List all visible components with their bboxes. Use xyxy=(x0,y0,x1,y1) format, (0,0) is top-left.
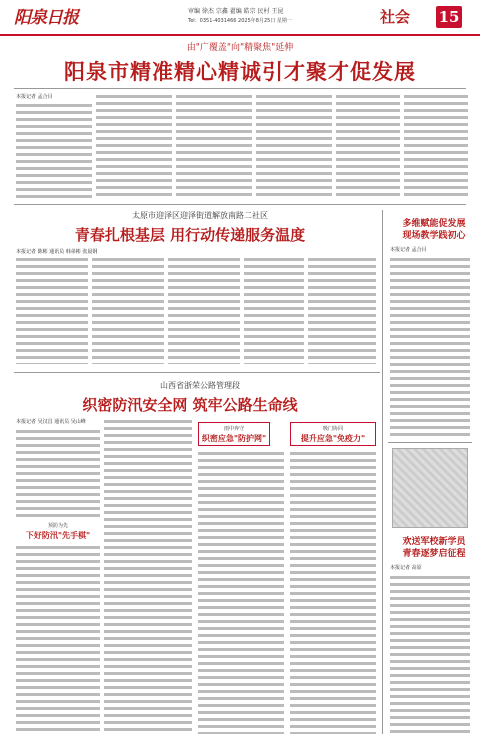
lead-col-3 xyxy=(176,93,252,198)
story3-sub3-kicker: 吸门协同 xyxy=(322,426,343,432)
lead-col-6 xyxy=(404,93,468,198)
section-name: 社会 xyxy=(380,8,411,26)
lead-col-1 xyxy=(16,102,92,198)
story3-col-2 xyxy=(104,418,192,734)
story2-col-5 xyxy=(308,256,376,364)
lead-headline: 阳泉市精准精心精诚引才聚才促发展 xyxy=(64,59,416,84)
column-divider xyxy=(382,210,383,734)
story3-col-1b xyxy=(16,544,100,734)
date-line: Tel：0351-4031466 2025年8月25日 星期一 xyxy=(188,18,292,24)
page-number: 15 xyxy=(436,6,462,28)
story3-sub2: 织密应急"防护网" xyxy=(201,433,267,443)
story3-col-3 xyxy=(198,450,284,734)
editor-line: 审编 徐杰 宗鑫 翟编 皓宗 民村 王昆 xyxy=(188,8,284,15)
lead-kicker: 由"广覆盖"向"精聚焦"延伸 xyxy=(186,43,294,53)
side2-byline: 本报记者 高原 xyxy=(390,565,422,571)
story3-sub3: 提升应急"免疫力" xyxy=(300,433,366,443)
masthead xyxy=(0,0,480,36)
story2-headline: 青春扎根基层 用行动传递服务温度 xyxy=(74,226,306,244)
side2-headline: 欢送军校新学员 青春逐梦启征程 xyxy=(402,537,466,559)
news-photo xyxy=(392,448,468,528)
side2-body xyxy=(390,574,470,734)
story3-sub2-box xyxy=(198,422,270,446)
story2-col-2 xyxy=(92,256,164,364)
lead-col-5 xyxy=(336,93,400,198)
lead-rule xyxy=(14,88,466,89)
story3-headline: 织密防汛安全网 筑牢公路生命线 xyxy=(82,396,298,414)
lead-col-2 xyxy=(96,93,172,198)
side1-byline: 本报记者 孟合目 xyxy=(390,247,427,253)
side1-body xyxy=(390,256,470,436)
story2-col-4 xyxy=(244,256,304,364)
story2-bottom-rule xyxy=(14,372,380,373)
story3-sub3-box xyxy=(290,422,376,446)
story3-byline: 本报记者 吴汉昌 通讯员 吴山峰 xyxy=(16,419,86,425)
story3-sub2-kicker: 雨中奔守 xyxy=(223,426,244,432)
story3-col-1 xyxy=(16,428,100,518)
story3-sub1: 下好防汛"先手棋" xyxy=(25,530,91,540)
story3-sub1-kicker: 预防为先 xyxy=(47,523,68,529)
story3-kicker: 山西省浙荣公路管理段 xyxy=(160,381,240,390)
lead-col-4 xyxy=(256,93,332,198)
lead-byline: 本报记者 孟合目 xyxy=(16,94,53,100)
story2-kicker: 太原市迎泽区迎泽街道解放南路二社区 xyxy=(132,211,268,220)
side1-headline: 多维赋能促发展 现场教学践初心 xyxy=(402,219,466,241)
story2-col-3 xyxy=(168,256,240,364)
lead-bottom-rule xyxy=(14,204,466,205)
story3-col-4 xyxy=(290,450,376,734)
newspaper-logo: 阳泉日报 xyxy=(14,8,78,28)
story2-byline: 本报记者 陈彬 通讯员 韩弟彬 张晨钢 xyxy=(16,249,98,255)
story2-col-1 xyxy=(16,256,88,364)
side1-rule xyxy=(388,442,472,443)
